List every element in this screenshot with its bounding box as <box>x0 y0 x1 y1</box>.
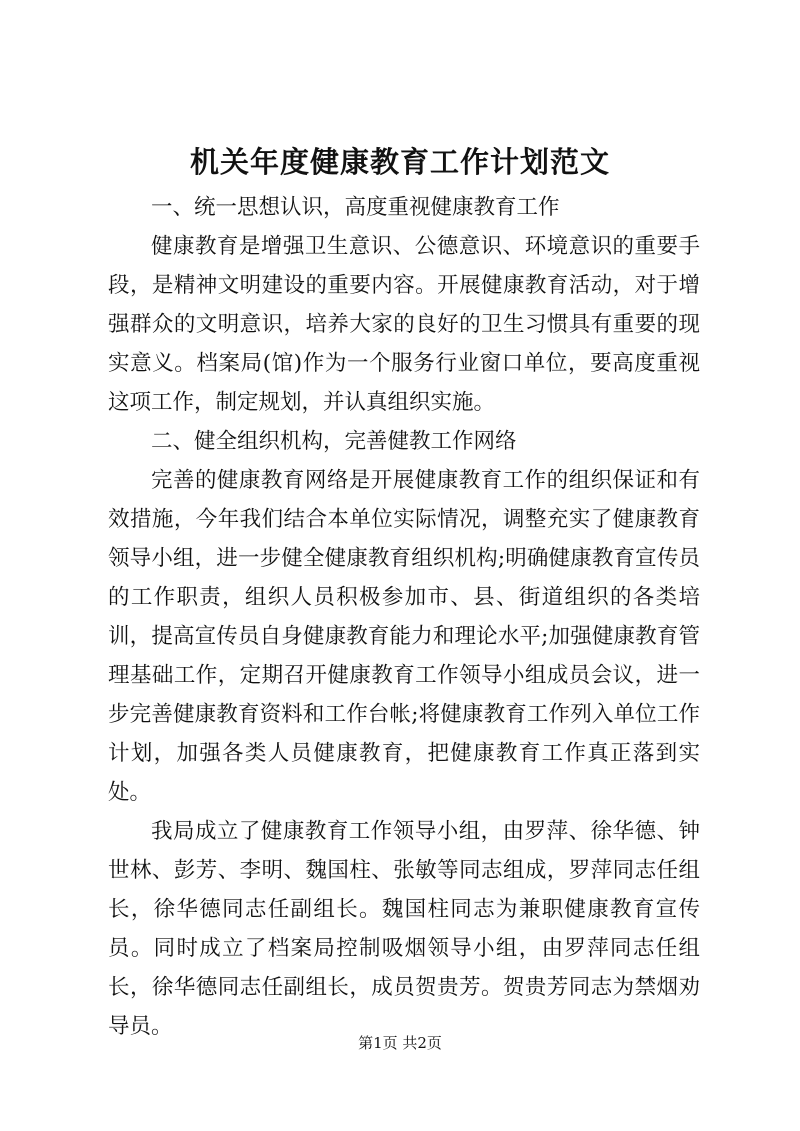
document-title: 机关年度健康教育工作计划范文 <box>189 145 610 179</box>
paragraph-1: 健康教育是增强卫生意识、公德意识、环境意识的重要手段，是精神文明建设的重要内容。开展健康教育活动，对于增强群众的文明意识，培养大家的良好的卫生习惯具有重要的现实意义。档案局(馆)作为一个服务行业窗口单位，要高度重视这项工作，制定规划，并认真组织实施。 <box>108 234 700 415</box>
document-body <box>108 188 700 1046</box>
page-footer: 第1页 共2页 <box>358 1034 442 1052</box>
section-heading-1: 一、统一思想认识，高度重视健康教育工作 <box>151 195 560 220</box>
paragraph-2: 完善的健康教育网络是开展健康教育工作的组织保证和有效措施，今年我们结合本单位实际情况，调整充实了健康教育领导小组，进一步健全健康教育组织机构;明确健康教育宣传员的工作职责，组织人员积极参加市、县、街道组织的各类培训，提高宣传员自身健康教育能力和理论水平;加强健康教育管理基础工作，定期召开健康教育工作领导小组成员会议，进一步完善健康教育资料和工作台帐;将健康教育工作列入单位工作计划，加强各类人员健康教育，把健康教育工作真正落到实处。 <box>108 468 700 805</box>
section-heading-2: 二、健全组织机构，完善健教工作网络 <box>151 429 517 454</box>
paragraph-3: 我局成立了健康教育工作领导小组，由罗萍、徐华德、钟世林、彭芳、李明、魏国柱、张敏等同志组成，罗萍同志任组长，徐华德同志任副组长。魏国柱同志为兼职健康教育宣传员。同时成立了档案局控制吸烟领导小组，由罗萍同志任组长，徐华德同志任副组长，成员贺贵芳。贺贵芳同志为禁烟劝导员。 <box>108 819 700 1039</box>
